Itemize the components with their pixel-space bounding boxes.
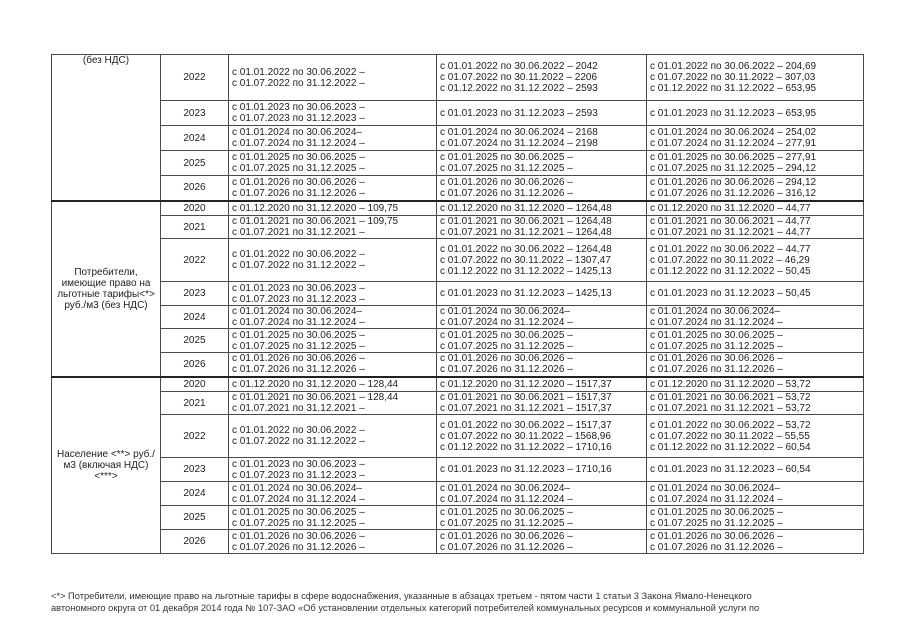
tariff-cell (229, 415, 437, 458)
tariff-period-line: с 01.01.2026 по 30.06.2026 – (232, 530, 365, 542)
tariff-period-line: с 01.01.2024 по 30.06.2024– (440, 482, 570, 494)
tariff-period-line: с 01.01.2026 по 30.06.2026 – (440, 176, 573, 188)
tariff-period-line: с 01.12.2020 по 31.12.2020 – 1264,48 (440, 202, 612, 214)
tariff-cell (437, 201, 647, 216)
tariff-period-line: с 01.07.2025 по 31.12.2025 – (650, 340, 783, 352)
tariff-period-line: с 01.07.2022 по 30.11.2022 – 55,55 (650, 430, 810, 442)
tariff-period-line: с 01.07.2022 по 31.12.2022 – (232, 436, 365, 447)
tariff-cell (229, 201, 437, 216)
table-row (52, 101, 864, 126)
consumer-category: (без НДС) (52, 55, 161, 201)
table-row (52, 151, 864, 176)
tariff-cell (229, 458, 437, 482)
tariff-period-line: с 01.01.2026 по 30.06.2026 – (440, 353, 573, 365)
tariff-cell (229, 506, 437, 530)
tariff-cell (437, 55, 647, 101)
tariff-period-line: с 01.01.2022 по 30.06.2022 – 44,77 (650, 243, 811, 255)
tariff-cell (647, 126, 864, 151)
tariff-cell (229, 176, 437, 201)
tariff-period-line: с 01.07.2021 по 31.12.2021 – 53,72 (650, 403, 811, 414)
tariff-period-line: с 01.01.2026 по 30.06.2026 – (650, 530, 783, 542)
tariff-period-line: с 01.07.2021 по 31.12.2021 – 1264,48 (440, 227, 612, 238)
tariff-period-line: с 01.12.2020 по 31.12.2020 – 109,75 (232, 202, 399, 214)
tariff-period-line: с 01.01.2026 по 30.06.2026 – (232, 176, 365, 188)
tariff-cell (647, 101, 864, 126)
tariff-cell (437, 282, 647, 306)
tariff-cell (229, 482, 437, 506)
tariff-cell (229, 282, 437, 306)
tariff-cell (437, 239, 647, 282)
tariff-period-line: с 01.07.2025 по 31.12.2025 – (232, 517, 365, 529)
tariff-cell (437, 482, 647, 506)
tariff-cell (647, 482, 864, 506)
tariff-period-line: с 01.07.2024 по 31.12.2024 – (232, 317, 365, 328)
tariff-cell (437, 101, 647, 126)
tariff-cell (647, 151, 864, 176)
tariff-period-line: с 01.01.2023 по 30.06.2023 – (232, 458, 365, 470)
tariff-period-line: с 01.07.2026 по 31.12.2026 – (232, 364, 365, 376)
tariff-period-line: с 01.07.2024 по 31.12.2024 – (650, 493, 783, 505)
tariff-table (51, 54, 864, 554)
table-row (52, 415, 864, 458)
tariff-period-line: с 01.01.2023 по 31.12.2023 – 60,54 (650, 464, 811, 475)
year-cell: 2021 (161, 392, 229, 415)
tariff-period-line: с 01.07.2026 по 31.12.2026 – (440, 541, 573, 553)
table-row (52, 126, 864, 151)
tariff-period-line: с 01.01.2024 по 30.06.2024– (232, 127, 362, 138)
table-row (52, 329, 864, 353)
tariff-period-line: с 01.07.2023 по 31.12.2023 – (232, 293, 365, 305)
tariff-cell (229, 239, 437, 282)
tariff-period-line: с 01.01.2021 по 30.06.2021 – 53,72 (650, 392, 811, 403)
year-cell: 2025 (161, 506, 229, 530)
tariff-period-line: с 01.07.2025 по 31.12.2025 – (440, 517, 573, 529)
year-cell: 2022 (161, 239, 229, 282)
table-row (52, 482, 864, 506)
tariff-period-line: с 01.01.2025 по 30.06.2025 – (232, 506, 365, 518)
tariff-cell (647, 415, 864, 458)
tariff-cell (647, 329, 864, 353)
tariff-cell (437, 176, 647, 201)
tariff-cell (229, 216, 437, 239)
tariff-period-line: с 01.01.2026 по 30.06.2026 – 294,12 (650, 176, 817, 188)
tariff-period-line: с 01.01.2022 по 30.06.2022 – (232, 249, 365, 260)
tariff-period-line: с 01.07.2024 по 31.12.2024 – (650, 317, 783, 328)
tariff-cell (229, 306, 437, 329)
tariff-period-line: с 01.07.2024 по 31.12.2024 – 2198 (440, 138, 598, 149)
tariff-cell (647, 306, 864, 329)
tariff-cell (229, 353, 437, 377)
tariff-period-line: с 01.07.2025 по 31.12.2025 – (232, 340, 365, 352)
tariff-period-line: с 01.07.2022 по 30.11.2022 – 307,03 (650, 72, 816, 83)
tariff-cell (647, 506, 864, 530)
tariff-cell (437, 329, 647, 353)
tariff-period-line: с 01.07.2026 по 31.12.2026 – (440, 364, 573, 376)
tariff-cell (437, 306, 647, 329)
tariff-period-line: с 01.07.2024 по 31.12.2024 – (440, 317, 573, 328)
tariff-period-line: с 01.07.2024 по 31.12.2024 – (440, 493, 573, 505)
tariff-period-line: с 01.01.2024 по 30.06.2024– (650, 306, 780, 317)
tariff-cell (229, 377, 437, 392)
tariff-period-line: с 01.01.2022 по 30.06.2022 – (232, 425, 365, 436)
tariff-cell (647, 377, 864, 392)
tariff-period-line: с 01.07.2022 по 31.12.2022 – (232, 77, 365, 89)
tariff-cell (437, 530, 647, 554)
tariff-period-line: с 01.01.2023 по 31.12.2023 – 653,95 (650, 107, 817, 119)
year-cell: 2020 (161, 377, 229, 392)
tariff-cell (437, 216, 647, 239)
tariff-cell (437, 506, 647, 530)
tariff-period-line: с 01.07.2022 по 30.11.2022 – 1307,47 (440, 254, 611, 266)
consumer-category: Население <**> руб./м3 (включая НДС) <***> (52, 377, 161, 554)
year-cell: 2023 (161, 458, 229, 482)
table-row (52, 377, 864, 392)
tariff-period-line: с 01.01.2025 по 30.06.2025 – (650, 329, 783, 341)
tariff-cell (647, 216, 864, 239)
tariff-period-line: с 01.01.2025 по 30.06.2025 – (440, 152, 573, 163)
tariff-period-line: с 01.12.2020 по 31.12.2020 – 1517,37 (440, 378, 612, 390)
tariff-period-line: с 01.01.2024 по 30.06.2024– (440, 306, 570, 317)
tariff-period-line: с 01.01.2022 по 30.06.2022 – 53,72 (650, 419, 811, 431)
consumer-category: Потребители, имеющие право на льготные тарифы<*> руб./м3 (без НДС) (52, 201, 161, 377)
tariff-period-line: с 01.07.2026 по 31.12.2026 – (440, 187, 573, 199)
tariff-period-line: с 01.01.2024 по 30.06.2024– (650, 482, 780, 494)
tariff-period-line: с 01.01.2024 по 30.06.2024– (232, 482, 362, 494)
tariff-cell (647, 201, 864, 216)
tariff-cell (229, 151, 437, 176)
tariff-cell (647, 353, 864, 377)
year-cell: 2026 (161, 530, 229, 554)
tariff-period-line: с 01.07.2025 по 31.12.2025 – 294,12 (650, 163, 817, 174)
year-cell: 2024 (161, 126, 229, 151)
tariff-period-line: с 01.07.2026 по 31.12.2026 – (232, 187, 365, 199)
footnote (51, 590, 863, 614)
tariff-period-line: с 01.01.2022 по 30.06.2022 – 2042 (440, 61, 598, 72)
year-cell: 2026 (161, 353, 229, 377)
tariff-period-line: с 01.01.2026 по 30.06.2026 – (650, 353, 783, 365)
tariff-period-line: с 01.07.2024 по 31.12.2024 – 277,91 (650, 138, 817, 149)
tariff-period-line: с 01.12.2022 по 31.12.2022 – 50,45 (650, 265, 811, 277)
tariff-period-line: с 01.07.2022 по 30.11.2022 – 2206 (440, 72, 598, 83)
tariff-period-line: с 01.07.2025 по 31.12.2025 – (232, 163, 365, 174)
tariff-period-line: с 01.07.2022 по 30.11.2022 – 1568,96 (440, 430, 611, 442)
tariff-period-line: с 01.01.2024 по 30.06.2024 – 2168 (440, 127, 598, 138)
tariff-period-line: с 01.07.2023 по 31.12.2023 – (232, 113, 365, 124)
year-cell: 2026 (161, 176, 229, 201)
tariff-cell (437, 415, 647, 458)
tariff-period-line: с 01.01.2022 по 30.06.2022 – (232, 66, 365, 78)
tariff-period-line: с 01.01.2022 по 30.06.2022 – 1517,37 (440, 419, 612, 431)
tariff-cell (229, 55, 437, 101)
tariff-period-line: с 01.01.2025 по 30.06.2025 – (232, 152, 365, 163)
tariff-period-line: с 01.07.2025 по 31.12.2025 – (440, 163, 573, 174)
tariff-period-line: с 01.01.2024 по 30.06.2024– (232, 306, 362, 317)
tariff-period-line: с 01.01.2025 по 30.06.2025 – (440, 506, 573, 518)
tariff-period-line: с 01.01.2021 по 30.06.2021 – 128,44 (232, 392, 399, 403)
tariff-period-line: с 01.07.2023 по 31.12.2023 – (232, 469, 365, 481)
year-cell: 2024 (161, 306, 229, 329)
tariff-period-line: с 01.07.2022 по 30.11.2022 – 46,29 (650, 254, 810, 266)
tariff-period-line: с 01.07.2026 по 31.12.2026 – 316,12 (650, 187, 817, 199)
year-cell: 2020 (161, 201, 229, 216)
tariff-period-line: с 01.01.2025 по 30.06.2025 – 277,91 (650, 152, 817, 163)
footnote-line: автономного округа от 01 декабря 2014 года № 107-ЗАО «Об установлении отдельных категорий потребителей коммунальных ресурсов и коммунальной услуги по (51, 603, 760, 613)
tariff-period-line: с 01.01.2025 по 30.06.2025 – (650, 506, 783, 518)
table-row (52, 353, 864, 377)
tariff-period-line: с 01.12.2022 по 31.12.2022 – 2593 (440, 83, 598, 94)
tariff-cell (647, 282, 864, 306)
tariff-period-line: с 01.01.2024 по 30.06.2024 – 254,02 (650, 127, 817, 138)
year-cell: 2023 (161, 101, 229, 126)
tariff-period-line: с 01.07.2022 по 31.12.2022 – (232, 260, 365, 271)
tariff-period-line: с 01.07.2026 по 31.12.2026 – (650, 364, 783, 376)
table-row (52, 306, 864, 329)
tariff-period-line: с 01.01.2023 по 31.12.2023 – 2593 (440, 107, 598, 119)
tariff-cell (437, 353, 647, 377)
tariff-period-line: с 01.12.2022 по 31.12.2022 – 653,95 (650, 83, 817, 94)
tariff-period-line: с 01.01.2023 по 31.12.2023 – 1710,16 (440, 464, 612, 475)
year-cell: 2022 (161, 415, 229, 458)
tariff-period-line: с 01.01.2023 по 30.06.2023 – (232, 102, 365, 113)
year-cell: 2021 (161, 216, 229, 239)
tariff-period-line: с 01.07.2026 по 31.12.2026 – (650, 541, 783, 553)
tariff-period-line: с 01.07.2025 по 31.12.2025 – (650, 517, 783, 529)
table-row (52, 282, 864, 306)
tariff-period-line: с 01.01.2026 по 30.06.2026 – (232, 353, 365, 365)
tariff-period-line: с 01.12.2020 по 31.12.2020 – 44,77 (650, 202, 811, 214)
tariff-period-line: с 01.07.2021 по 31.12.2021 – (232, 403, 365, 414)
year-cell: 2022 (161, 55, 229, 101)
tariff-cell (437, 377, 647, 392)
tariff-period-line: с 01.01.2021 по 30.06.2021 – 44,77 (650, 216, 811, 227)
footnote-line: <*> Потребители, имеющие право на льготные тарифы в сфере водоснабжения, указанные в абзацах третьем - пятом части 1 статьи 3 Закона Ямало-Ненецкого (51, 591, 752, 601)
tariff-period-line: с 01.07.2026 по 31.12.2026 – (232, 541, 365, 553)
tariff-period-line: с 01.01.2023 по 31.12.2023 – 1425,13 (440, 288, 612, 299)
table-row (52, 530, 864, 554)
tariff-period-line: с 01.01.2021 по 30.06.2021 – 1517,37 (440, 392, 612, 403)
table-row (52, 392, 864, 415)
tariff-period-line: с 01.12.2022 по 31.12.2022 – 1425,13 (440, 265, 612, 277)
tariff-period-line: с 01.07.2021 по 31.12.2021 – 1517,37 (440, 403, 612, 414)
tariff-period-line: с 01.01.2025 по 30.06.2025 – (232, 329, 365, 341)
tariff-period-line: с 01.12.2022 по 31.12.2022 – 60,54 (650, 441, 811, 453)
tariff-period-line: с 01.01.2022 по 30.06.2022 – 1264,48 (440, 243, 612, 255)
tariff-cell (437, 151, 647, 176)
year-cell: 2025 (161, 151, 229, 176)
tariff-period-line: с 01.12.2020 по 31.12.2020 – 128,44 (232, 378, 399, 390)
table-row (52, 506, 864, 530)
tariff-cell (647, 55, 864, 101)
tariff-period-line: с 01.01.2025 по 30.06.2025 – (440, 329, 573, 341)
tariff-period-line: с 01.01.2026 по 30.06.2026 – (440, 530, 573, 542)
tariff-cell (229, 530, 437, 554)
tariff-cell (647, 176, 864, 201)
tariff-cell (437, 458, 647, 482)
tariff-period-line: с 01.07.2021 по 31.12.2021 – 44,77 (650, 227, 811, 238)
year-cell: 2023 (161, 282, 229, 306)
tariff-cell (647, 392, 864, 415)
tariff-period-line: с 01.07.2021 по 31.12.2021 – (232, 227, 365, 238)
tariff-period-line: с 01.07.2024 по 31.12.2024 – (232, 138, 365, 149)
table-row (52, 458, 864, 482)
table-row (52, 216, 864, 239)
tariff-cell (229, 101, 437, 126)
tariff-period-line: с 01.01.2022 по 30.06.2022 – 204,69 (650, 61, 817, 72)
table-row (52, 239, 864, 282)
tariff-period-line: с 01.12.2022 по 31.12.2022 – 1710,16 (440, 441, 612, 453)
tariff-period-line: с 01.01.2021 по 30.06.2021 – 109,75 (232, 216, 399, 227)
tariff-cell (647, 239, 864, 282)
table-row (52, 201, 864, 216)
tariff-cell (229, 329, 437, 353)
tariff-cell (229, 392, 437, 415)
tariff-period-line: с 01.01.2021 по 30.06.2021 – 1264,48 (440, 216, 612, 227)
tariff-period-line: с 01.07.2025 по 31.12.2025 – (440, 340, 573, 352)
table-row (52, 176, 864, 201)
tariff-cell (647, 530, 864, 554)
tariff-period-line: с 01.12.2020 по 31.12.2020 – 53,72 (650, 378, 811, 390)
tariff-cell (437, 126, 647, 151)
tariff-period-line: с 01.01.2023 по 31.12.2023 – 50,45 (650, 288, 811, 299)
year-cell: 2025 (161, 329, 229, 353)
table-row (52, 55, 864, 101)
tariff-period-line: с 01.07.2024 по 31.12.2024 – (232, 493, 365, 505)
year-cell: 2024 (161, 482, 229, 506)
tariff-cell (437, 392, 647, 415)
tariff-period-line: с 01.01.2023 по 30.06.2023 – (232, 282, 365, 294)
tariff-cell (647, 458, 864, 482)
tariff-cell (229, 126, 437, 151)
